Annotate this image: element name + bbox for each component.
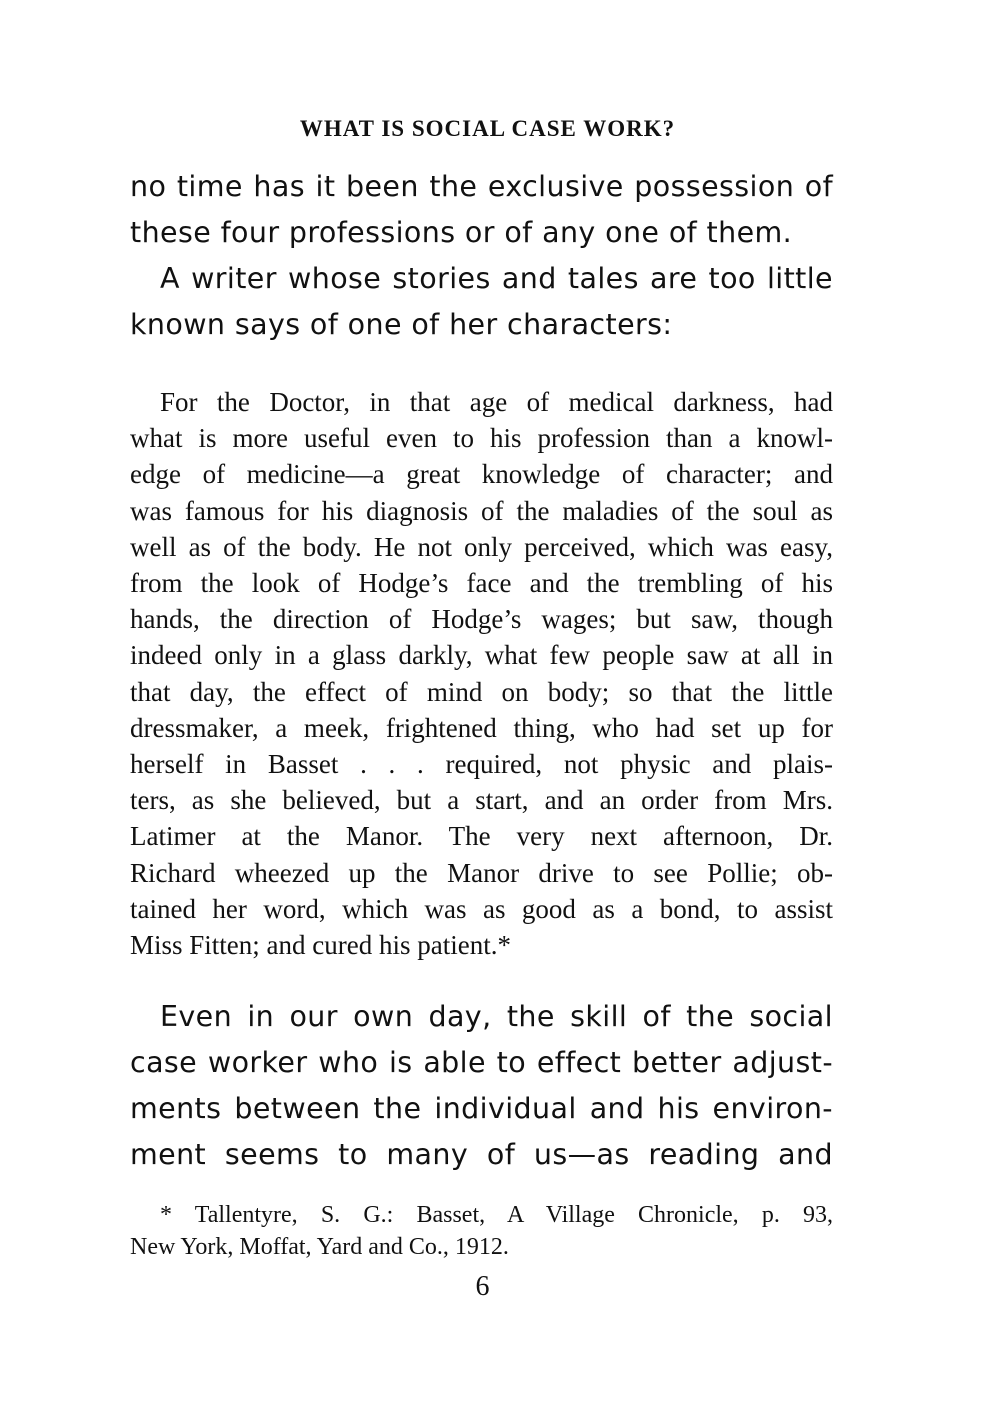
text-line: ment seems to many of us—as reading and <box>130 1138 833 1171</box>
quote-line: dressmaker, a meek, frightened thing, who had set up for <box>130 712 833 743</box>
quote-line: was famous for his diagnosis of the maladies of the soul as <box>130 495 833 526</box>
quote-line: Latimer at the Manor. The very next afternoon, Dr. <box>130 821 833 852</box>
quote-line: indeed only in a glass darkly, what few people saw at all in <box>130 640 833 671</box>
quote-line: Miss Fitten; and cured his patient.* <box>130 930 511 961</box>
footnote-line: * Tallentyre, S. G.: Basset, A Village Chronicle, p. 93, <box>160 1202 833 1228</box>
paragraph-intro <box>130 256 833 348</box>
text-line: known says of one of her characters: <box>130 308 673 341</box>
text-line: these four professions or of any one of them. <box>130 216 793 249</box>
quote-line: ters, as she believed, but a start, and an order from Mrs. <box>130 785 833 816</box>
footnote-line: New York, Moffat, Yard and Co., 1912. <box>130 1234 509 1260</box>
quote-line: tained her word, which was as good as a bond, to assist <box>130 893 833 924</box>
text-line: Even in our own day, the skill of the social <box>160 1000 833 1033</box>
block-quotation <box>130 384 833 963</box>
paragraph-main <box>130 994 833 1178</box>
running-head: WHAT IS SOCIAL CASE WORK? <box>299 116 676 141</box>
text-line: no time has it been the exclusive possession of <box>130 170 833 203</box>
footnote <box>130 1199 833 1263</box>
quote-line: edge of medicine—a great knowledge of character; and <box>130 459 833 490</box>
paragraph-continuation <box>130 164 833 256</box>
text-line: ments between the individual and his environ- <box>130 1092 833 1125</box>
text-line: A writer whose stories and tales are too little <box>160 262 833 295</box>
quote-line: well as of the body. He not only perceived, which was easy, <box>130 531 833 562</box>
text-line: case worker who is able to effect better adjust- <box>130 1046 833 1079</box>
quote-line: Richard wheezed up the Manor drive to see Pollie; ob- <box>130 857 833 888</box>
quote-line: what is more useful even to his profession than a knowl- <box>130 423 833 454</box>
quote-line: herself in Basset . . . required, not physic and plais- <box>130 749 833 780</box>
quote-line: For the Doctor, in that age of medical darkness, had <box>160 387 833 417</box>
page-number: 6 <box>475 1271 490 1302</box>
quote-line: from the look of Hodge’s face and the trembling of his <box>130 568 833 599</box>
quote-line: hands, the direction of Hodge’s wages; but saw, though <box>130 604 833 635</box>
quote-line: that day, the effect of mind on body; so that the little <box>130 676 833 707</box>
